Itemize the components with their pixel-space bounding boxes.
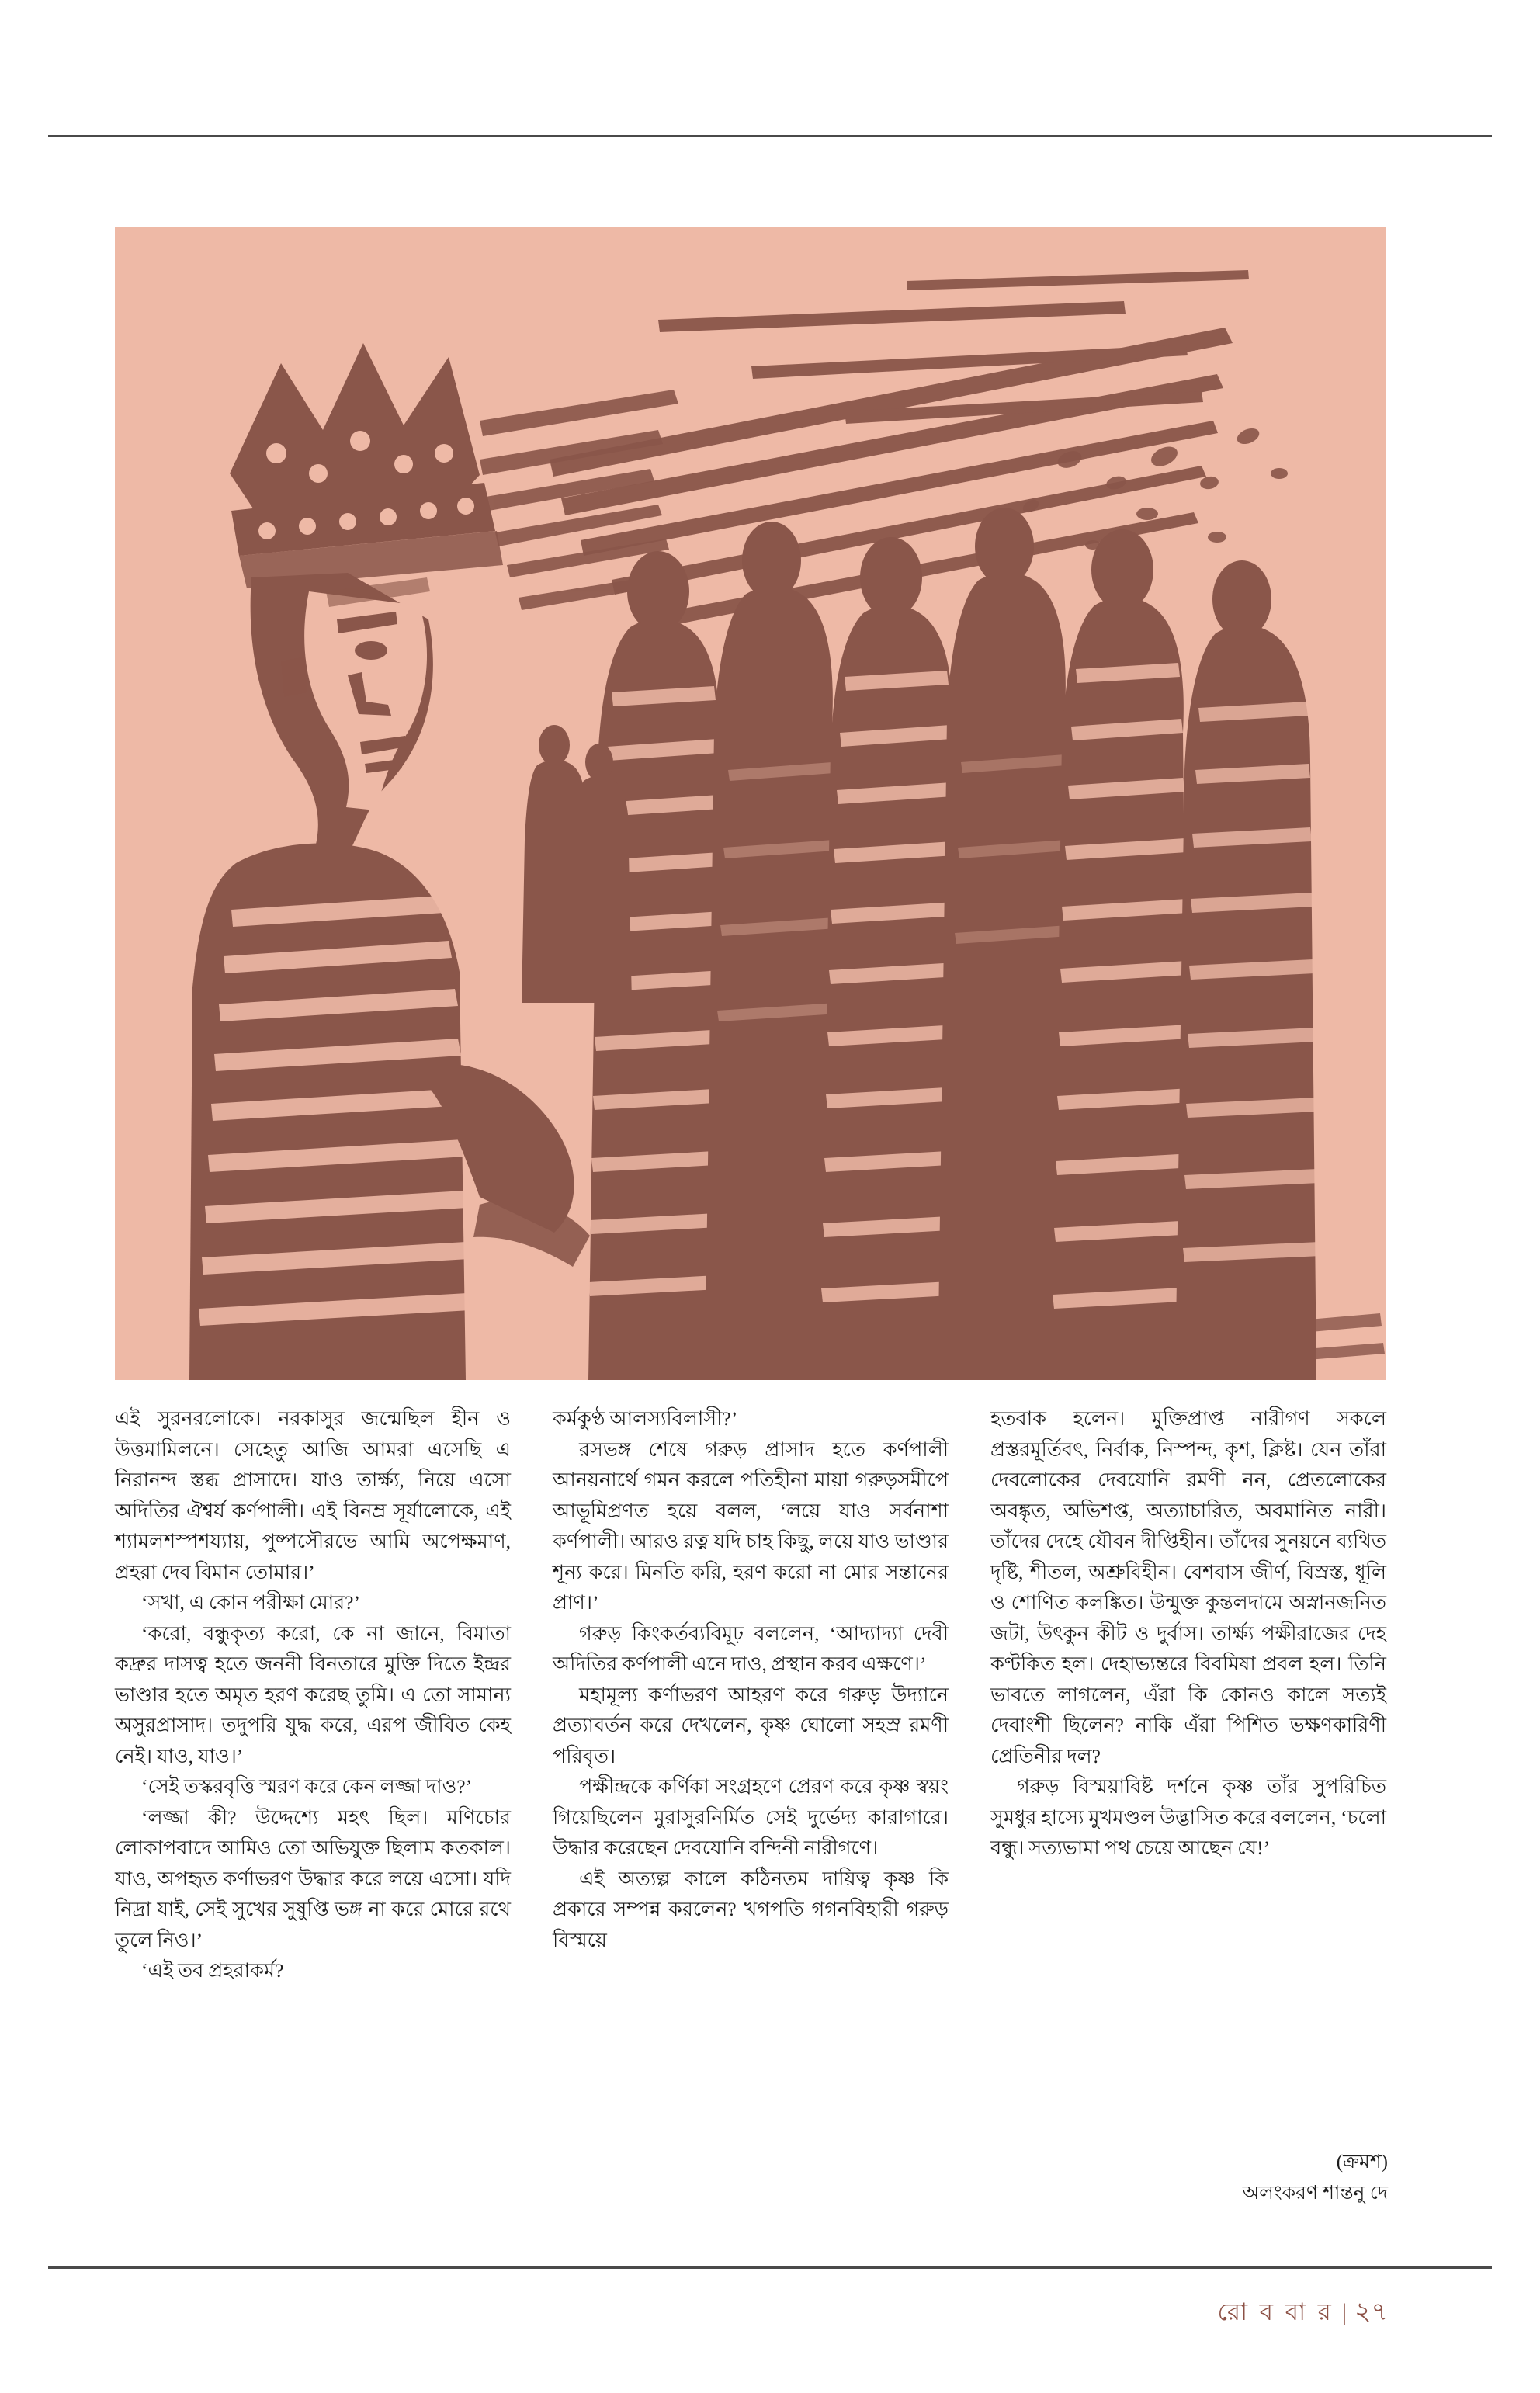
- text-column-2: [553, 1403, 949, 2156]
- folio-separator: |: [1341, 2298, 1348, 2325]
- paragraph: গরুড় কিংকর্তব্যবিমূঢ় বললেন, ‘আদ্যাদ্যা দেবী অদিতির কর্ণপালী এনে দাও, প্রস্থান করব এক্ষণে।’: [553, 1621, 949, 1676]
- top-rule: [48, 135, 1492, 137]
- paragraph: এই সুরনরলোকে। নরকাসুর জন্মেছিল হীন ও উত্তমামিলনে। সেহেতু আজি আমরা এসেছি এ নিরানন্দ স্তব্ধ প্রাসাদে। যাও তার্ক্ষ্য, নিয়ে এসো অদিতির ঐশ্বর্য কর্ণপালী। এই বিনম্র সূর্যালোকে, এই শ্যামলশস্পশয্যায়, পুষ্পসৌরভে আমি অপেক্ষমাণ, প্রহরা দেব বিমান তোমার।’: [115, 1407, 511, 1583]
- magazine-name: রো ব বা র: [1217, 2298, 1334, 2325]
- paragraph: ‘লজ্জা কী? উদ্দেশ্যে মহৎ ছিল। মণিচোর লোকাপবাদে আমিও তো অভিযুক্ত ছিলাম কতকাল। যাও, অপহৃত কর্ণাভরণ উদ্ধার করে লয়ে এসো। যদি নিদ্রা যাই, সেই সুখের সুষুপ্তি ভঙ্গ না করে মোরে রথে তুলে নিও।’: [115, 1805, 511, 1951]
- article-body: [115, 1403, 1388, 2156]
- paragraph: পক্ষীন্দ্রকে কর্ণিকা সংগ্রহণে প্রেরণ করে কৃষ্ণ স্বয়ং গিয়েছিলেন মুরাসুরনির্মিত সেই দুর্ভেদ্য কারাগারে। উদ্ধার করেছেন দেবযোনি বন্দিনী নারীগণে।: [553, 1775, 949, 1860]
- bottom-rule: [48, 2266, 1492, 2269]
- paragraph: মহামূল্য কর্ণাভরণ আহরণ করে গরুড় উদ্যানে প্রত্যাবর্তন করে দেখলেন, কৃষ্ণ ঘোলো সহস্র রমণী পরিবৃত।: [553, 1683, 949, 1767]
- paragraph: হতবাক হলেন। মুক্তিপ্রাপ্ত নারীগণ সকলে প্রস্তরমূর্তিবৎ, নির্বাক, নিস্পন্দ, কৃশ, ক্লিষ্ট। যেন তাঁরা দেবলোকের দেবযোনি রমণী নন, প্রেতলোকের অবঙ্কৃত, অভিশপ্ত, অত্যাচারিত, অবমানিত নারী। তাঁদের দেহে যৌবন দীপ্তিহীন। তাঁদের সুনয়নে ব্যথিত দৃষ্টি, শীতল, অশ্রুবিহীন। বেশবাস জীর্ণ, বিস্রস্ত, ধূলি ও শোণিত কলঙ্কিত। উন্মুক্ত কুন্তলদামে অস্নানজনিত জটা, উৎকুন কীট ও দুর্বাস। তার্ক্ষ্য পক্ষীরাজের দেহ কণ্টকিত হল। দেহাভ্যন্তরে বিবমিষা প্রবল হল। তিনি ভাবতে লাগলেন, এঁরা কি কোনও কালে সত্যই দেবাংশী ছিলেন? নাকি এঁরা পিশিত ভক্ষণকারিণী প্রেতিনীর দল?: [990, 1407, 1386, 1767]
- page-number: ২৭: [1354, 2298, 1388, 2326]
- woodcut-illustration: [115, 227, 1386, 1380]
- paragraph: ‘সখা, এ কোন পরীক্ষা মোর?’: [141, 1591, 360, 1614]
- folio: [1217, 2291, 1388, 2335]
- paragraph: ‘করো, বন্ধুকৃত্য করো, কে না জানে, বিমাতা কদ্রুর দাসত্ব হতে জননী বিনতারে মুক্তি দিতে ইন্দ্রর ভাণ্ডার হতে অমৃত হরণ করেছ তুমি। এ তো সামান্য অসুরপ্রাসাদ। তদুপরি যুদ্ধ করে, এরপ জীবিত কেহ নেই। যাও, যাও।’: [115, 1621, 511, 1767]
- paragraph: ‘এই তব প্রহরাকর্ম?: [141, 1959, 284, 1982]
- illustration-artwork: [115, 227, 1386, 1380]
- illustrator-credit: অলংকরণ শান্তনু দে: [1242, 2183, 1388, 2204]
- serial-note: (ক্রমশ): [1336, 2152, 1388, 2173]
- credit-block: [984, 2147, 1388, 2209]
- paragraph: এই অত্যল্প কালে কঠিনতম দায়িত্ব কৃষ্ণ কি প্রকারে সম্পন্ন করলেন? খগপতি গগনবিহারী গরুড় বিস্ময়ে: [553, 1867, 949, 1951]
- paragraph: ‘সেই তস্করবৃত্তি স্মরণ করে কেন লজ্জা দাও?’: [141, 1775, 473, 1798]
- text-column-1: [115, 1403, 511, 2156]
- text-column-3: [990, 1403, 1386, 2156]
- paragraph: রসভঙ্গ শেষে গরুড় প্রাসাদ হতে কর্ণপালী আনয়নার্থে গমন করলে পতিহীনা মায়া গরুড়সমীপে আভূমিপ্রণত হয়ে বলল, ‘লয়ে যাও সর্বনাশা কর্ণপালী। আরও রত্ন যদি চাহ কিছু, লয়ে যাও ভাণ্ডার শূন্য করে। মিনতি করি, হরণ করো না মোর সন্তানের প্রাণ।’: [553, 1438, 949, 1614]
- paragraph: কর্মকুণ্ঠ আলস্যবিলাসী?’: [553, 1407, 738, 1430]
- paragraph: গরুড় বিস্ময়াবিষ্ট দর্শনে কৃষ্ণ তাঁর সুপরিচিত সুমধুর হাস্যে মুখমণ্ডল উদ্ভাসিত করে বললেন, ‘চলো বন্ধু। সত্যভামা পথ চেয়ে আছেন যে!’: [990, 1775, 1386, 1860]
